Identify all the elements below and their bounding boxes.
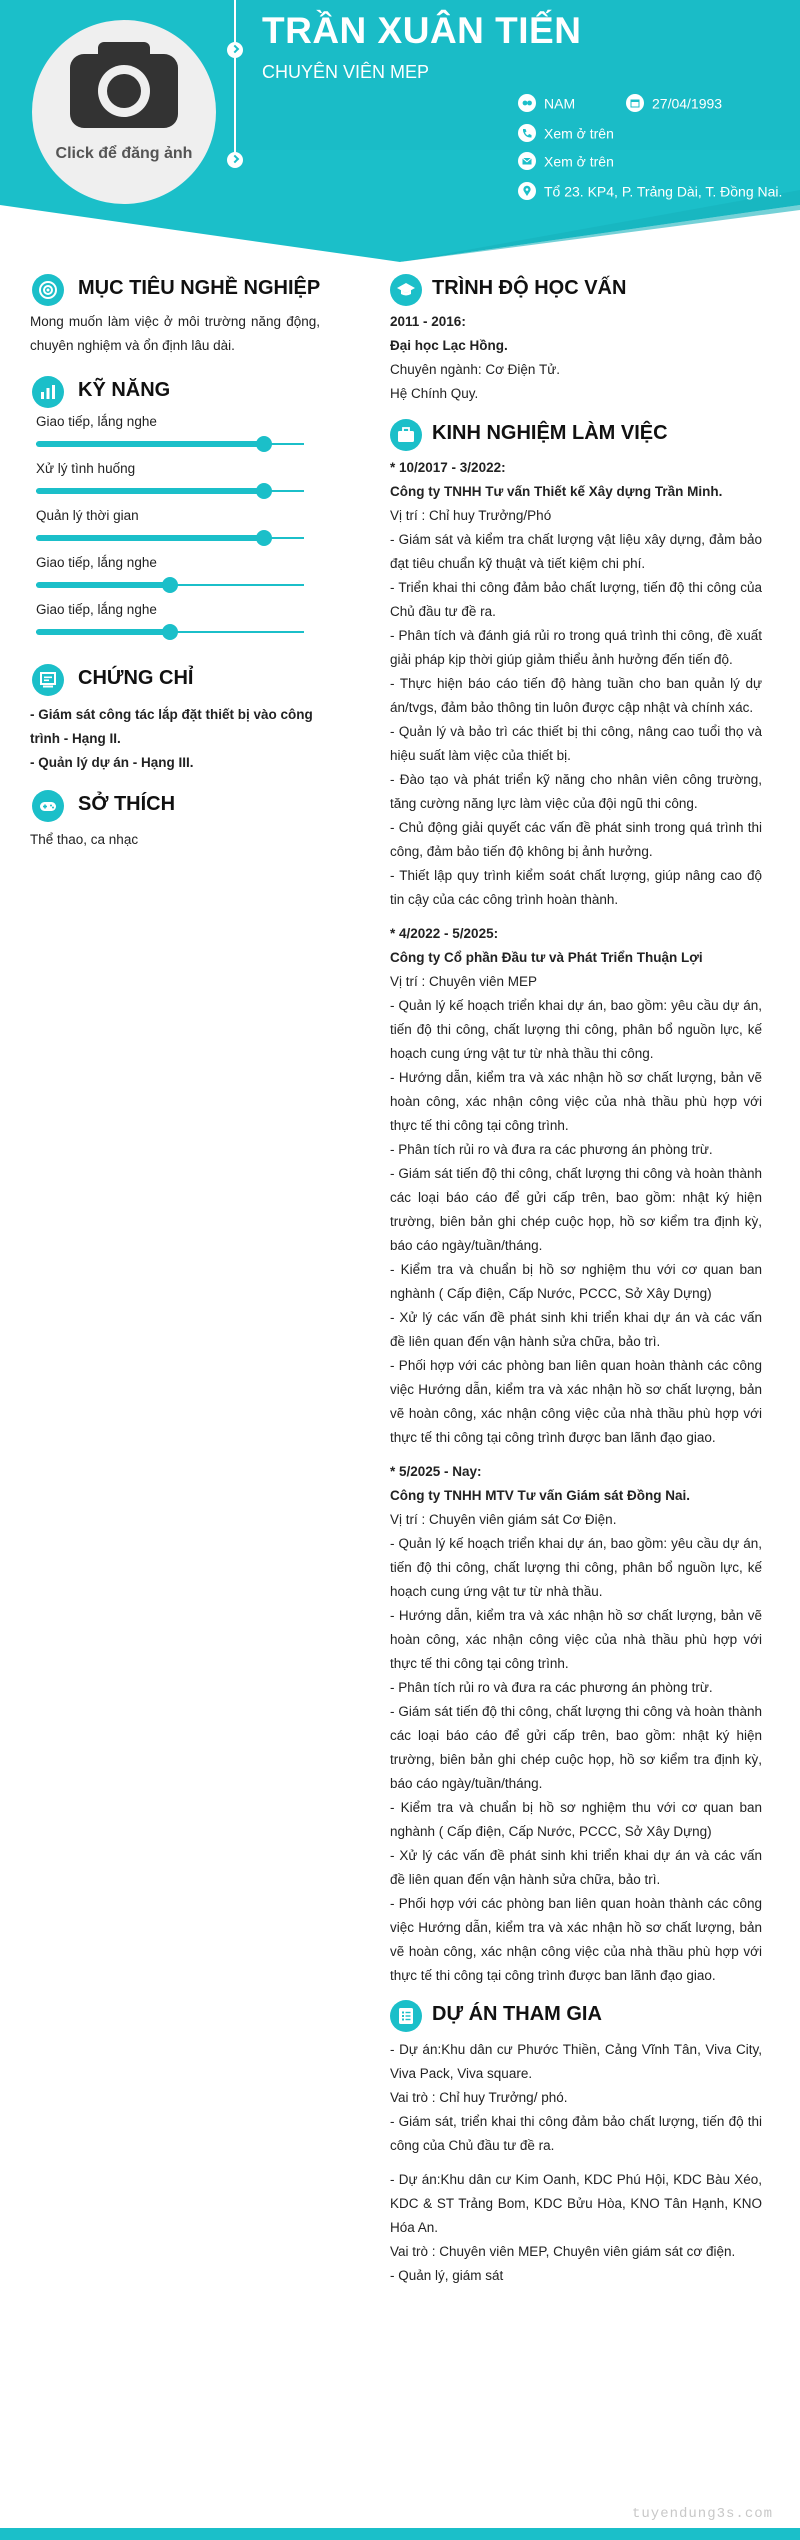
job-entry: [390, 922, 762, 1450]
education-title: TRÌNH ĐỘ HỌC VẤN: [432, 277, 627, 299]
email-value: Xem ở trên: [544, 153, 614, 170]
phone-value: Xem ở trên: [544, 125, 614, 142]
project-line: - Giám sát, triển khai thi công đảm bảo chất lượng, tiến độ thi công của Chủ đầu tư đề ra.: [390, 2114, 762, 2153]
education-type: Hệ Chính Quy.: [390, 386, 479, 401]
phone-icon: [518, 124, 536, 142]
skill-slider-fill: [36, 535, 264, 541]
skill-slider[interactable]: [36, 443, 304, 445]
job-duty: - Hướng dẫn, kiểm tra và xác nhận hồ sơ chất lượng, bản vẽ hoàn công, xác nhận công việc của nhà thầu phù hợp với thực tế thi công tại công trình.: [390, 1608, 762, 1671]
header-banner: [0, 0, 800, 270]
skill-label: Giao tiếp, lắng nghe: [36, 414, 157, 429]
timeline-dot: [227, 152, 243, 168]
gender-info: [518, 91, 575, 113]
projects-title: DỰ ÁN THAM GIA: [432, 2003, 602, 2025]
avatar-upload[interactable]: [32, 20, 216, 204]
hobbies-text: Thể thao, ca nhạc: [30, 832, 139, 847]
certificate-icon: [32, 664, 64, 696]
project-line: - Quản lý, giám sát: [390, 2268, 504, 2283]
skill-slider-knob[interactable]: [256, 483, 272, 499]
gamepad-icon: [32, 790, 64, 822]
job-duty: - Triển khai thi công đảm bảo chất lượng, tiến độ thi công của Chủ đầu tư đề ra.: [390, 580, 762, 619]
objective-title: MỤC TIÊU NGHỀ NGHIỆP: [78, 277, 321, 299]
job-duty: - Quản lý kế hoạch triển khai dự án, bao gồm: yêu cầu dự án, tiến độ thi công, chất lượng thi công, phân bổ nguồn lực, kế hoạch cung ứng vật tư từ nhà thầu.: [390, 1536, 762, 1599]
education-school: Đại học Lạc Hồng.: [390, 338, 508, 353]
photo-upload-hint: Click để đăng ảnh: [55, 145, 193, 162]
skill-slider-fill: [36, 441, 264, 447]
briefcase-icon: [390, 419, 422, 451]
phone-info: [518, 121, 614, 143]
job-duty: - Quản lý kế hoạch triển khai dự án, bao gồm: yêu cầu dự án, tiến độ thi công, chất lượng thi công, phân bổ nguồn lực, kế hoạch cung ứng vật tư từ nhà thầu thi công.: [390, 998, 762, 1061]
project-entry: [390, 2168, 762, 2288]
job-company: Công ty Cổ phần Đầu tư và Phát Triển Thuận Lợi: [390, 950, 703, 965]
certificates-title: CHỨNG CHỈ: [78, 667, 194, 689]
calendar-icon: [626, 94, 644, 112]
job-entry: [390, 1460, 762, 1988]
job-position: Vị trí : Chuyên viên giám sát Cơ Điện.: [390, 1512, 617, 1527]
skill-label: Giao tiếp, lắng nghe: [36, 555, 157, 570]
skill-slider[interactable]: [36, 631, 304, 633]
skill-slider-fill: [36, 629, 170, 635]
skills-title: KỸ NĂNG: [78, 379, 171, 401]
skill-slider[interactable]: [36, 584, 304, 586]
certificates-list: [30, 703, 322, 775]
job-duty: - Phân tích rủi ro và đưa ra các phương án phòng trừ.: [390, 1142, 713, 1157]
job-position: Vị trí : Chỉ huy Trưởng/Phó: [390, 508, 552, 523]
skill-slider-knob[interactable]: [162, 624, 178, 640]
timeline-line: [234, 0, 236, 160]
skill-slider-knob[interactable]: [256, 436, 272, 452]
experience-title: KINH NGHIỆM LÀM VIỆC: [432, 422, 668, 444]
full-name: TRẦN XUÂN TIẾN: [262, 10, 582, 51]
job-duty: - Xử lý các vấn đề phát sinh khi triển khai dự án và các vấn đề liên quan đến vận hành sửa chữa, bảo trì.: [390, 1310, 762, 1349]
job-duty: - Giám sát tiến độ thi công, chất lượng thi công và hoàn thành các loại báo cáo để gửi cấp trên, bao gồm: nhật ký hiện trường, biên bản ghi chép cuộc họp, hồ sơ kiểm tra định kỳ, báo cáo ngày/tuần/tháng.: [390, 1166, 762, 1253]
checklist-icon: [390, 2000, 422, 2032]
job-period: * 4/2022 - 5/2025:: [390, 926, 499, 941]
location-pin-icon: [518, 182, 536, 200]
watermark: tuyendung3s.com: [632, 2506, 774, 2522]
bar-chart-icon: [32, 376, 64, 408]
skill-slider-fill: [36, 582, 170, 588]
job-duty: - Hướng dẫn, kiểm tra và xác nhận hồ sơ chất lượng, bản vẽ hoàn công, xác nhận công việc của nhà thầu phù hợp với thực tế thi công tại công trình.: [390, 1070, 762, 1133]
job-duty: - Phân tích rủi ro và đưa ra các phương án phòng trừ.: [390, 1680, 713, 1695]
email-icon: [518, 152, 536, 170]
projects-list: [390, 2038, 762, 2288]
skill-slider-fill: [36, 488, 264, 494]
project-entry: [390, 2038, 762, 2158]
address-value: Tổ 23. KP4, P. Trảng Dài, T. Đồng Nai.: [544, 183, 783, 200]
job-duty: - Giám sát và kiểm tra chất lượng vật liệu xây dựng, đảm bảo đạt tiêu chuẩn kỹ thuật và tiết kiệm chi phí.: [390, 532, 762, 571]
job-entry: [390, 456, 762, 912]
experience-list: [390, 456, 762, 1988]
certificate-item: - Quản lý dự án - Hạng III.: [30, 755, 194, 770]
footer-bar: [0, 2528, 800, 2540]
education-block: [390, 310, 762, 406]
job-duty: - Xử lý các vấn đề phát sinh khi triển khai dự án và các vấn đề liên quan đến vận hành sửa chữa, bảo trì.: [390, 1848, 762, 1887]
project-line: Vai trò : Chỉ huy Trưởng/ phó.: [390, 2090, 568, 2105]
project-line: - Dự án:Khu dân cư Kim Oanh, KDC Phú Hội, KDC Bàu Xéo, KDC & ST Trảng Bom, KDC Bửu Hòa, KNO Tân Hạnh, KNO Hóa An.: [390, 2172, 762, 2235]
project-line: Vai trò : Chuyên viên MEP, Chuyên viên giám sát cơ điện.: [390, 2244, 736, 2259]
skill-label: Xử lý tình huống: [36, 461, 136, 476]
job-duty: - Thiết lập quy trình kiểm soát chất lượng, giúp nâng cao độ tin cậy của các công trình hoàn thành.: [390, 868, 762, 907]
skill-slider-knob[interactable]: [162, 577, 178, 593]
skill-slider-knob[interactable]: [256, 530, 272, 546]
address-info: [518, 179, 782, 201]
project-line: - Dự án:Khu dân cư Phước Thiền, Cảng Vĩnh Tân, Viva City, Viva Pack, Viva square.: [390, 2042, 762, 2081]
timeline-dot: [227, 42, 243, 58]
job-duty: - Thực hiện báo cáo tiến độ hàng tuần cho ban quản lý dự án/tvgs, đảm bảo thông tin luôn được cập nhật và chính xác.: [390, 676, 762, 715]
birthdate-info: [626, 91, 722, 113]
job-duty: - Chủ động giải quyết các vấn đề phát sinh trong quá trình thi công, đảm bảo tiến độ không bị ảnh hưởng.: [390, 820, 762, 859]
objective-text: Mong muốn làm việc ở môi trường năng động, chuyên nghiệm và ổn định lâu dài.: [30, 314, 320, 353]
job-duty: - Giám sát tiến độ thi công, chất lượng thi công và hoàn thành các loại báo cáo để gửi cấp trên, bao gồm: nhật ký hiện trường, biên bản ghi chép cuộc họp, hồ sơ kiểm tra định kỳ, báo cáo ngày/tuần/tháng.: [390, 1704, 762, 1791]
job-duty: - Kiểm tra và chuẩn bị hồ sơ nghiệm thu với cơ quan ban nghành ( Cấp điện, Cấp Nước, PCCC, Sở Xây Dựng): [390, 1262, 762, 1301]
gender-icon: [518, 94, 536, 112]
education-period: 2011 - 2016:: [390, 314, 466, 329]
job-period: * 5/2025 - Nay:: [390, 1464, 482, 1479]
job-duty: - Kiểm tra và chuẩn bị hồ sơ nghiệm thu với cơ quan ban nghành ( Cấp điện, Cấp Nước, PCCC, Sở Xây Dựng): [390, 1800, 762, 1839]
skill-slider[interactable]: [36, 537, 304, 539]
job-duty: - Phối hợp với các phòng ban liên quan hoàn thành các công việc Hướng dẫn, kiểm tra và xác nhận hồ sơ chất lượng, bản vẽ hoàn công, xác nhận công việc của nhà thầu phù hợp với thực tế thi công tại công trình được ban lãnh đạo giao.: [390, 1358, 762, 1445]
hobbies-title: SỞ THÍCH: [78, 793, 176, 815]
job-duty: - Quản lý và bảo trì các thiết bị thi công, nâng cao tuổi thọ và hiệu suất làm việc của thiết bị.: [390, 724, 762, 763]
job-period: * 10/2017 - 3/2022:: [390, 460, 506, 475]
skill-slider[interactable]: [36, 490, 304, 492]
job-company: Công ty TNHH MTV Tư vấn Giám sát Đồng Nai.: [390, 1488, 691, 1503]
education-major: Chuyên ngành: Cơ Điện Tử.: [390, 362, 560, 377]
skill-label: Giao tiếp, lắng nghe: [36, 602, 157, 617]
skill-label: Quản lý thời gian: [36, 508, 139, 523]
email-info: [518, 149, 614, 171]
job-position: Vị trí : Chuyên viên MEP: [390, 974, 538, 989]
target-icon: [32, 274, 64, 306]
job-duty: - Phân tích và đánh giá rủi ro trong quá trình thi công, đề xuất giải pháp kịp thời giúp giảm thiểu ảnh hưởng đến tiến độ.: [390, 628, 762, 667]
camera-icon: [68, 40, 180, 130]
job-duty: - Đào tạo và phát triển kỹ năng cho nhân viên công trường, tăng cường năng lực làm việc của đội ngũ thi công.: [390, 772, 762, 811]
job-duty: - Phối hợp với các phòng ban liên quan hoàn thành các công việc Hướng dẫn, kiểm tra và xác nhận hồ sơ chất lượng, bản vẽ hoàn công, xác nhận công việc của nhà thầu phù hợp với thực tế thi công tại công trình được ban lãnh đạo giao.: [390, 1896, 762, 1983]
job-title: CHUYÊN VIÊN MEP: [262, 62, 430, 82]
gender-value: NAM: [544, 95, 576, 112]
birthdate-value: 27/04/1993: [652, 95, 723, 112]
certificate-item: - Giám sát công tác lắp đặt thiết bị vào công trình - Hạng II.: [30, 707, 313, 746]
job-company: Công ty TNHH Tư vấn Thiết kế Xây dựng Trần Minh.: [390, 484, 723, 499]
graduation-cap-icon: [390, 274, 422, 306]
